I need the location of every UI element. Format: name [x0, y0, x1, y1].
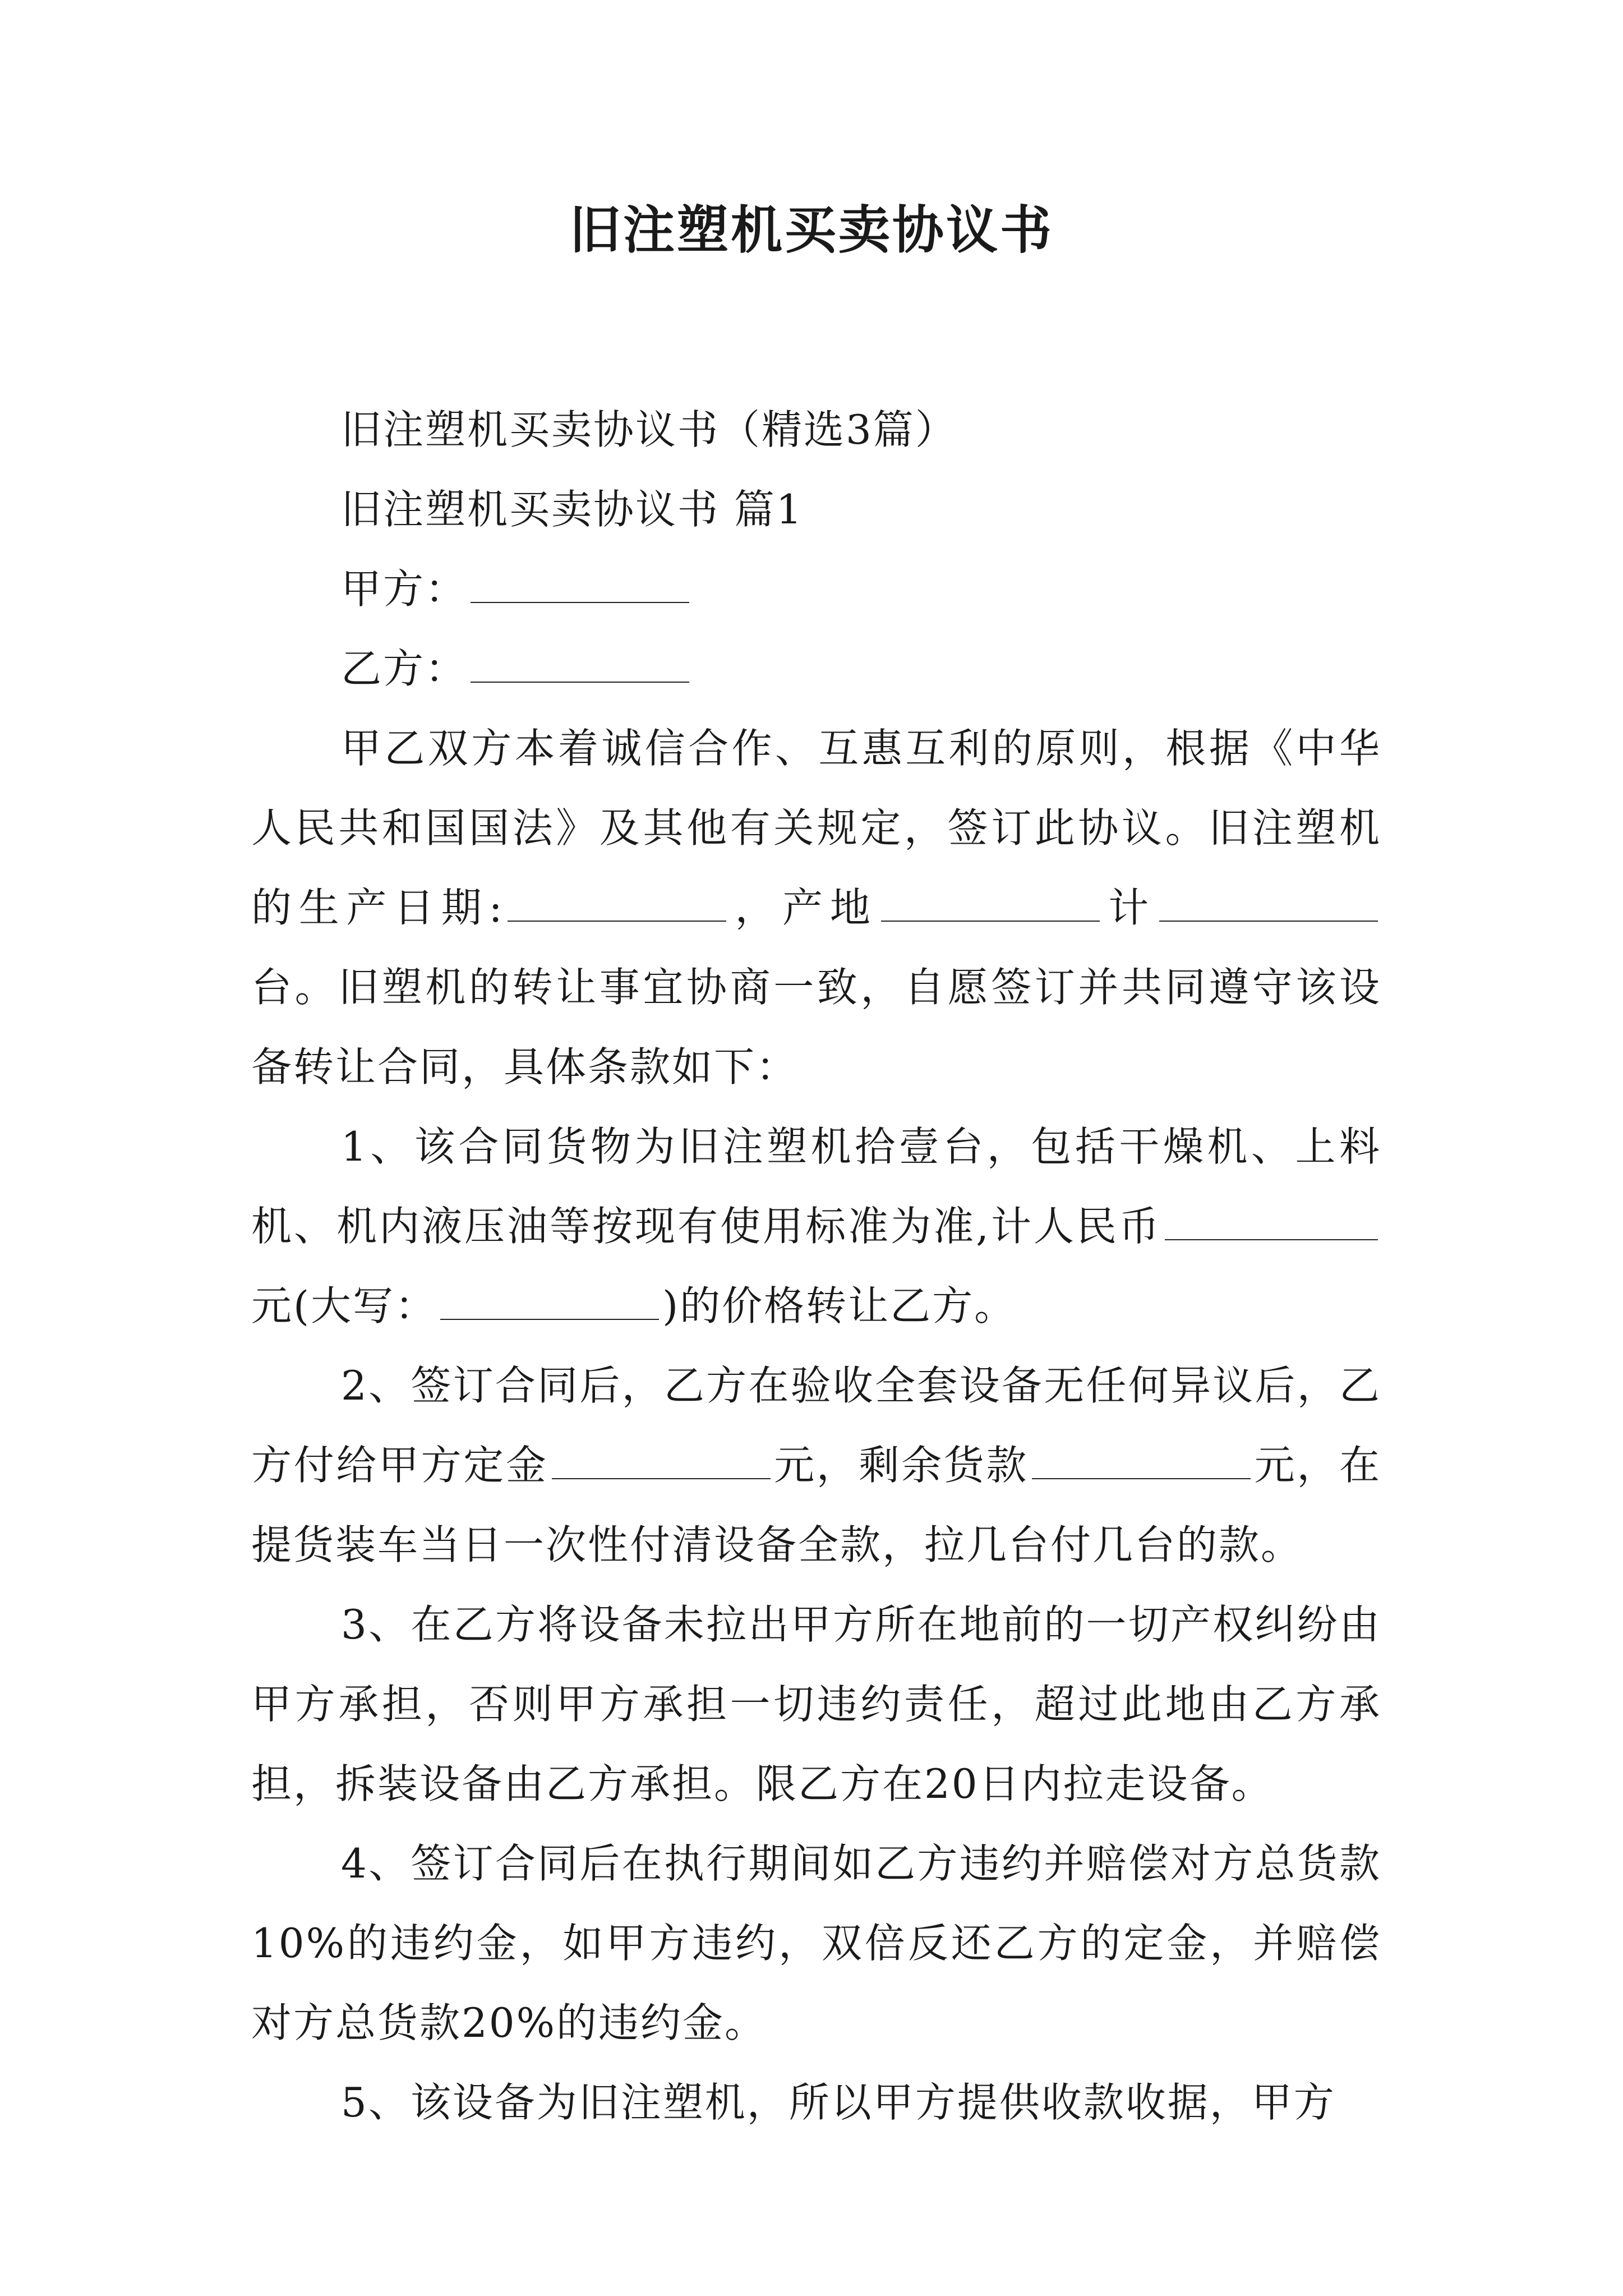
party-a-label: 甲方：: [341, 565, 468, 613]
intro-text-3: 计: [1103, 884, 1156, 931]
party-a-blank: [471, 562, 689, 603]
clause-2-text-2: 元，剩余货款: [773, 1442, 1029, 1489]
clause-5: 5、该设备为旧注塑机，所以甲方提供收款收据，甲方: [341, 2079, 1336, 2126]
clause-1-text-2: 元(大写：: [251, 1282, 437, 1329]
price-uppercase-blank: [440, 1278, 659, 1320]
clause-1: [251, 1107, 1381, 1346]
document-body: [251, 390, 1381, 2142]
section-heading: 旧注塑机买卖协议书 篇1: [341, 486, 804, 533]
party-a-line: [251, 549, 1381, 629]
quantity-blank: [1159, 880, 1378, 922]
clause-1-text-1: 1、该合同货物为旧注塑机拾壹台，包括干燥机、上料机、机内液压油等按现有使用标准为准,计人民币: [251, 1123, 1381, 1250]
intro-text-4: 台。旧塑机的转让事宜协商一致，自愿签订并共同遵守该设备转让合同，具体条款如下：: [251, 964, 1381, 1091]
intro-paragraph: [251, 708, 1381, 1107]
party-b-line: [251, 629, 1381, 708]
intro-text-1: 甲乙双方本着诚信合作、互惠互利的原则，根据《中华人民共和国国法》及其他有关规定，签订此协议。旧注塑机的生产日期:: [251, 725, 1381, 931]
production-date-blank: [508, 880, 726, 922]
clause-1-text-3: )的价格转让乙方。: [662, 1282, 1017, 1329]
clause-2-text-1: 2、签订合同后，乙方在验收全套设备无任何异议后，乙方付给甲方定金: [251, 1362, 1381, 1489]
clause-4: 4、签订合同后在执行期间如乙方违约并赔偿对方总货款10%的违约金，如甲方违约，双倍反还乙方的定金，并赔偿对方总货款20%的违约金。: [251, 1840, 1381, 2046]
party-b-label: 乙方：: [341, 645, 468, 692]
party-b-blank: [471, 641, 689, 683]
balance-blank: [1032, 1438, 1251, 1479]
clause-3: 3、在乙方将设备未拉出甲方所在地前的一切产权纠纷由甲方承担，否则甲方承担一切违约责任，超过此地由乙方承担，拆装设备由乙方承担。限乙方在20日内拉走设备。: [251, 1601, 1381, 1807]
clause-2-text-3: 元，在提货装车当日一次性付清设备全款，拉几台付几台的款。: [251, 1442, 1381, 1568]
origin-blank: [881, 880, 1100, 922]
price-blank: [1165, 1199, 1378, 1240]
intro-text-2: ，产地: [729, 884, 878, 931]
clause-2: [251, 1346, 1381, 1585]
subtitle: 旧注塑机买卖协议书（精选3篇）: [341, 406, 957, 453]
deposit-blank: [552, 1438, 771, 1479]
document-title: 旧注塑机买卖协议书: [569, 200, 1054, 260]
